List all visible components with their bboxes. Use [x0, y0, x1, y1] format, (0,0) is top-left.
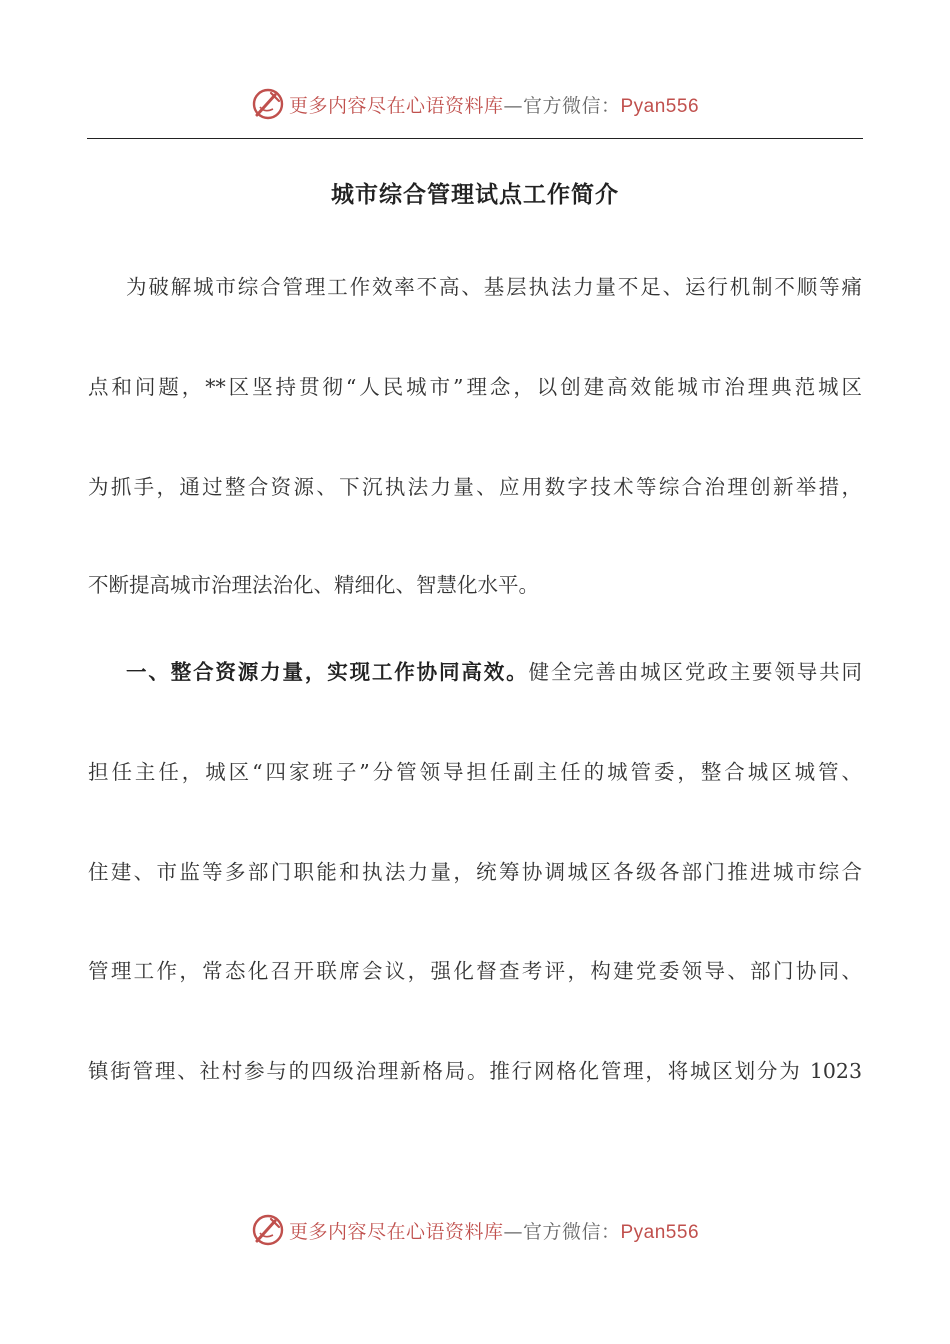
document-title: 城市综合管理试点工作简介: [331, 181, 619, 208]
section-text: 健全完善由城区党政主要领导共同: [528, 660, 862, 684]
watermark-text: [289, 1217, 699, 1244]
watermark-brand: 更多内容尽在心语资料库: [288, 1220, 504, 1243]
paragraph-line: 镇街管理、社村参与的四级治理新格局。推行网格化管理，将城区划分为 1023: [88, 1059, 862, 1083]
section-heading-line: [126, 657, 862, 687]
paragraph-line: 担任主任，城区“四家班子”分管领导担任副主任的城管委，整合城区城管、: [88, 760, 862, 784]
header-divider: [87, 138, 863, 139]
header-watermark: [0, 84, 950, 124]
watermark-wechat-id: Pyan556: [620, 1221, 700, 1243]
paragraph-line: 为抓手，通过整合资源、下沉执法力量、应用数字技术等综合治理创新举措，: [88, 475, 862, 499]
pen-circle-logo-icon: [251, 1213, 285, 1247]
paragraph-line: 不断提高城市治理法治化、精细化、智慧化水平。: [88, 573, 539, 597]
watermark-label: 官方微信：: [522, 94, 621, 117]
watermark-text: [289, 91, 699, 118]
paragraph-line: 为破解城市综合管理工作效率不高、基层执法力量不足、运行机制不顺等痛: [126, 275, 862, 299]
pen-circle-logo-icon: [251, 87, 285, 121]
watermark-dash: —: [503, 94, 523, 117]
paragraph-line: 点和问题，**区坚持贯彻“人民城市”理念，以创建高效能城市治理典范城区: [88, 375, 862, 399]
section-heading: 一、整合资源力量，实现工作协同高效。: [126, 660, 529, 684]
watermark-wechat-id: Pyan556: [620, 95, 700, 117]
watermark-label: 官方微信：: [522, 1220, 621, 1243]
watermark-brand: 更多内容尽在心语资料库: [288, 94, 504, 117]
footer-watermark: [0, 1210, 950, 1250]
paragraph-line: 住建、市监等多部门职能和执法力量，统筹协调城区各级各部门推进城市综合: [88, 860, 862, 884]
paragraph-line: 管理工作，常态化召开联席会议，强化督查考评，构建党委领导、部门协同、: [88, 959, 862, 983]
watermark-dash: —: [503, 1220, 523, 1243]
